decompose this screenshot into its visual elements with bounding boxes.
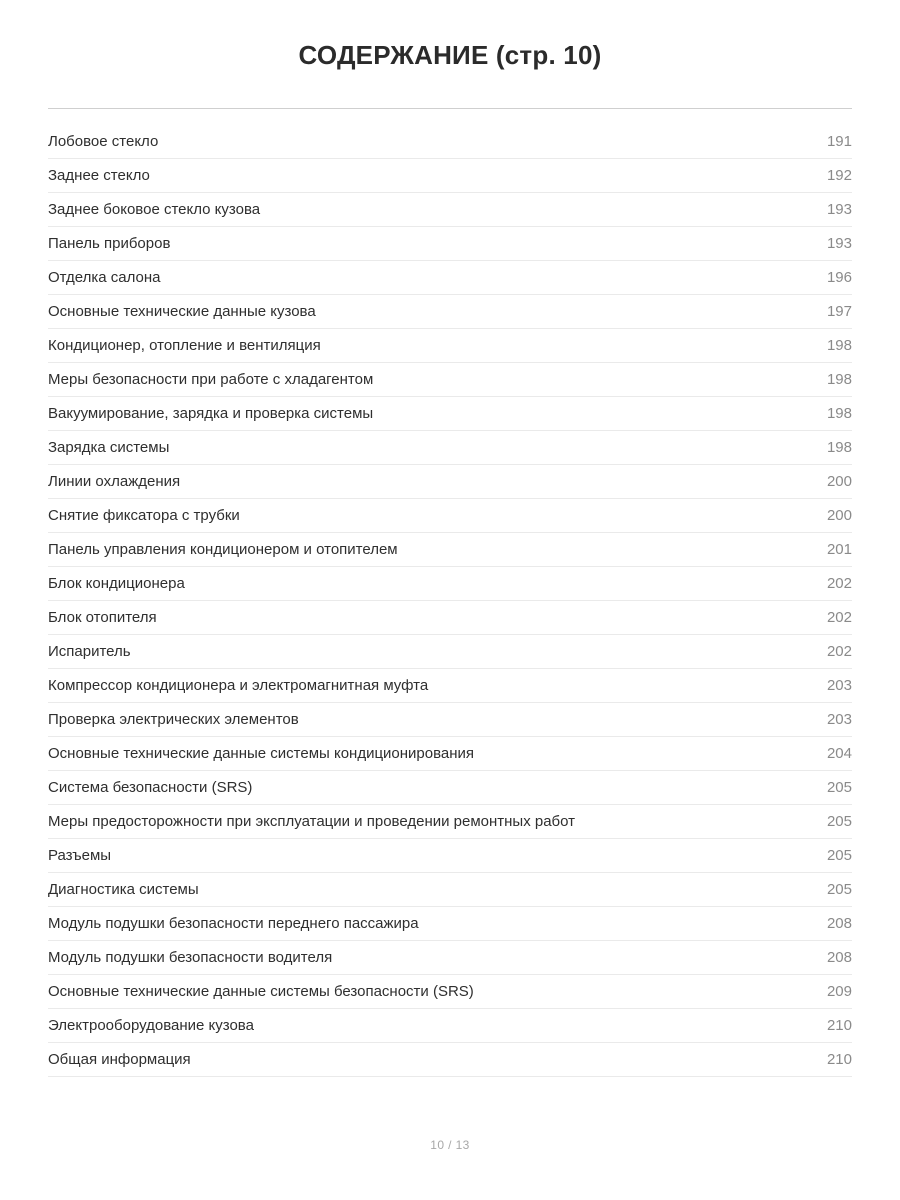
- list-item[interactable]: [48, 499, 852, 533]
- toc-entry-label: Линии охлаждения: [48, 473, 181, 490]
- toc-entry-page: 193: [826, 201, 852, 218]
- toc-entry-label: Вакуумирование, зарядка и проверка системы: [48, 405, 374, 422]
- toc-entry-page: 200: [826, 507, 852, 524]
- toc-entry-label: Блок отопителя: [48, 609, 157, 626]
- toc-entry-label: Блок кондиционера: [48, 575, 185, 592]
- toc-entry-page: 205: [826, 881, 852, 898]
- toc-entry-page: 209: [826, 983, 852, 1000]
- list-item[interactable]: [48, 805, 852, 839]
- toc-entry-label: Заднее боковое стекло кузова: [48, 201, 261, 218]
- list-item[interactable]: [48, 873, 852, 907]
- toc-entry-page: 197: [826, 303, 852, 320]
- list-item[interactable]: [48, 635, 852, 669]
- toc-entry-label: Разъемы: [48, 847, 112, 864]
- list-item[interactable]: [48, 125, 852, 159]
- toc-entry-page: 202: [826, 609, 852, 626]
- page-title: СОДЕРЖАНИЕ (стр. 10): [298, 40, 602, 70]
- toc-entry-label: Лобовое стекло: [48, 133, 159, 150]
- list-item[interactable]: [48, 907, 852, 941]
- list-item[interactable]: [48, 1043, 852, 1077]
- list-item[interactable]: [48, 329, 852, 363]
- toc-entry-page: 203: [826, 711, 852, 728]
- toc-entry-label: Меры безопасности при работе с хладагентом: [48, 371, 374, 388]
- list-item[interactable]: [48, 261, 852, 295]
- toc-entry-page: 208: [826, 949, 852, 966]
- toc-entry-page: 198: [826, 405, 852, 422]
- list-item[interactable]: [48, 193, 852, 227]
- pagination-indicator: 10 / 13: [430, 1138, 470, 1152]
- toc-entry-page: 201: [826, 541, 852, 558]
- toc-entry-label: Снятие фиксатора с трубки: [48, 507, 240, 524]
- toc-entry-page: 210: [826, 1017, 852, 1034]
- list-item[interactable]: [48, 397, 852, 431]
- table-of-contents-list: [0, 125, 900, 1077]
- toc-entry-label: Отделка салона: [48, 269, 161, 286]
- toc-entry-page: 208: [826, 915, 852, 932]
- toc-entry-page: 210: [826, 1051, 852, 1068]
- page-header: [0, 0, 900, 109]
- list-item[interactable]: [48, 669, 852, 703]
- toc-entry-label: Модуль подушки безопасности переднего пассажира: [48, 915, 419, 932]
- toc-entry-page: 202: [826, 643, 852, 660]
- toc-entry-page: 198: [826, 371, 852, 388]
- toc-entry-page: 205: [826, 779, 852, 796]
- toc-entry-label: Модуль подушки безопасности водителя: [48, 949, 333, 966]
- list-item[interactable]: [48, 737, 852, 771]
- toc-entry-label: Панель приборов: [48, 235, 171, 252]
- list-item[interactable]: [48, 295, 852, 329]
- toc-entry-label: Заднее стекло: [48, 167, 150, 184]
- toc-entry-label: Панель управления кондиционером и отопителем: [48, 541, 398, 558]
- list-item[interactable]: [48, 771, 852, 805]
- list-item[interactable]: [48, 975, 852, 1009]
- toc-entry-page: 198: [826, 337, 852, 354]
- toc-entry-page: 200: [826, 473, 852, 490]
- list-item[interactable]: [48, 839, 852, 873]
- toc-entry-label: Общая информация: [48, 1051, 191, 1068]
- title-divider: [48, 108, 852, 109]
- toc-entry-label: Испаритель: [48, 643, 131, 660]
- toc-entry-page: 198: [826, 439, 852, 456]
- toc-entry-label: Основные технические данные системы кондиционирования: [48, 745, 475, 762]
- list-item[interactable]: [48, 1009, 852, 1043]
- list-item[interactable]: [48, 533, 852, 567]
- list-item[interactable]: [48, 567, 852, 601]
- toc-entry-label: Диагностика системы: [48, 881, 199, 898]
- list-item[interactable]: [48, 363, 852, 397]
- toc-entry-page: 196: [826, 269, 852, 286]
- toc-entry-label: Кондиционер, отопление и вентиляция: [48, 337, 321, 354]
- list-item[interactable]: [48, 431, 852, 465]
- list-item[interactable]: [48, 601, 852, 635]
- page-footer: [0, 1136, 900, 1200]
- toc-entry-label: Основные технические данные системы безопасности (SRS): [48, 983, 474, 1000]
- toc-entry-page: 205: [826, 813, 852, 830]
- list-item[interactable]: [48, 159, 852, 193]
- toc-entry-label: Электрооборудование кузова: [48, 1017, 254, 1034]
- toc-entry-page: 192: [826, 167, 852, 184]
- toc-entry-label: Меры предосторожности при эксплуатации и проведении ремонтных работ: [48, 813, 576, 830]
- toc-entry-page: 191: [826, 133, 852, 150]
- toc-entry-label: Зарядка системы: [48, 439, 170, 456]
- toc-entry-label: Основные технические данные кузова: [48, 303, 316, 320]
- list-item[interactable]: [48, 703, 852, 737]
- list-item[interactable]: [48, 941, 852, 975]
- toc-entry-page: 202: [826, 575, 852, 592]
- toc-entry-page: 203: [826, 677, 852, 694]
- list-item[interactable]: [48, 465, 852, 499]
- toc-entry-label: Проверка электрических элементов: [48, 711, 299, 728]
- toc-entry-page: 204: [826, 745, 852, 762]
- list-item[interactable]: [48, 227, 852, 261]
- toc-entry-page: 205: [826, 847, 852, 864]
- toc-entry-page: 193: [826, 235, 852, 252]
- toc-entry-label: Система безопасности (SRS): [48, 779, 253, 796]
- toc-entry-label: Компрессор кондиционера и электромагнитная муфта: [48, 677, 429, 694]
